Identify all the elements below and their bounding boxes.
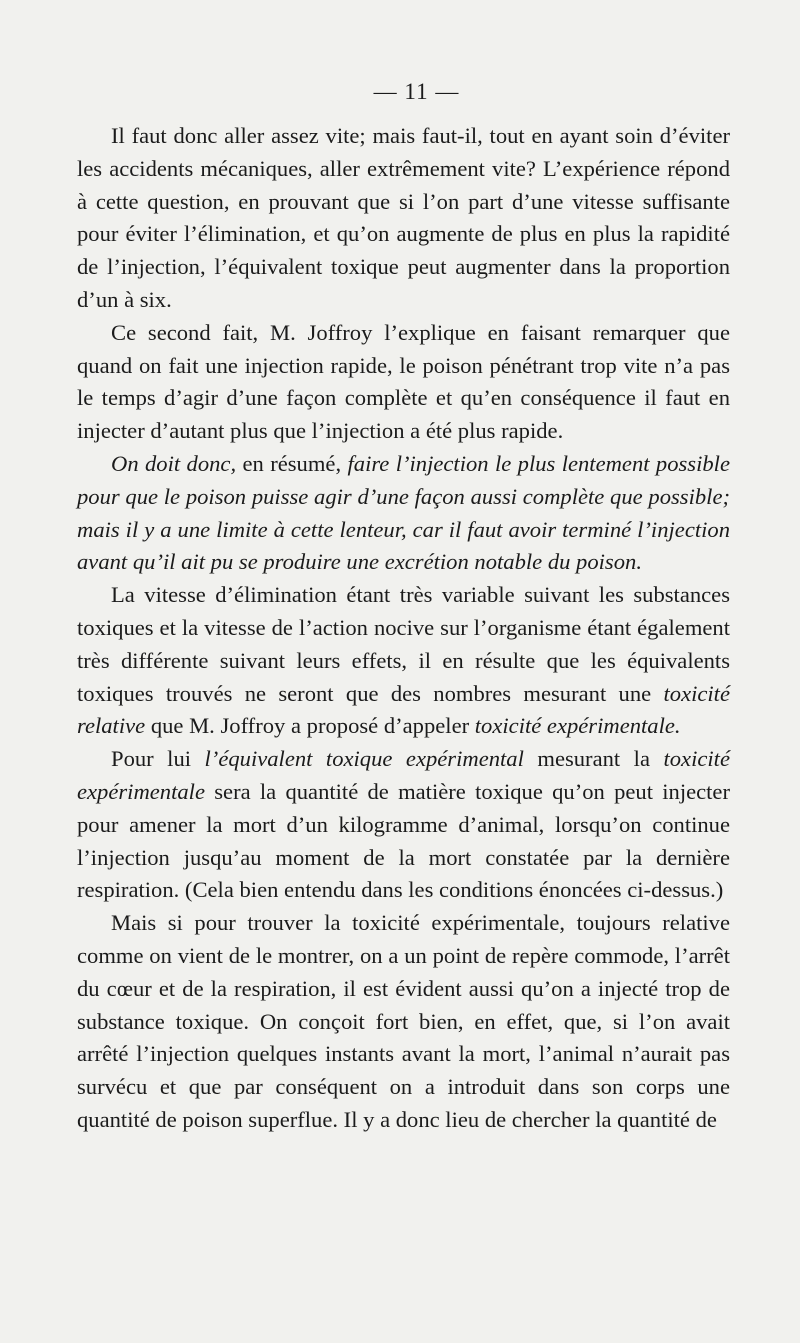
italic-text: On doit donc, (111, 450, 237, 476)
italic-text: faire l’injection le plus lentement possible pour que le poison puisse agir d’une façon aussi complète que possible; mais il y a une limite à cette lenteur, car il faut avoir terminé l’injection avant qu’il ait pu se produire une excrétion notable du poison. (77, 450, 730, 575)
page-number: — 11 — (373, 79, 460, 104)
text-run: Ce second fait, M. Joffroy l’explique en faisant remarquer que quand on fait une injection rapide, le poison pénétrant trop vite n’a pas le temps d’agir d’une façon complète et qu’en conséquence il faut en injecter d’autant plus que l’injection a été plus rapide. (77, 319, 730, 444)
text-run: Mais si pour trouver la toxicité expérimentale, toujours relative comme on vient de le montrer, on a un point de repère commode, l’arrêt du cœur et de la respiration, il est évident aussi qu’on a injecté trop de substance toxique. On conçoit fort bien, en effet, que, si l’on avait arrêté l’injection quelques instants avant la mort, l’animal n’aurait pas survécu et que par conséquent on a introduit dans son corps une quantité de poison superflue. Il y a donc lieu de chercher la quantité de (77, 910, 730, 1132)
text-run: mesurant la (523, 746, 664, 772)
text-run: que M. Joffroy a proposé d’appeler (145, 713, 475, 739)
italic-text: toxicité expérimentale (77, 746, 730, 804)
italic-text: toxicité relative (77, 680, 730, 739)
paragraph (77, 317, 730, 448)
paragraph (77, 907, 730, 1137)
italic-text: l’équivalent toxique expérimental (204, 746, 524, 772)
text-run: Il faut donc aller assez vite; mais faut-il, tout en ayant soin d’éviter les accidents mécaniques, aller extrêmement vite? L’expérience répond à cette question, en prouvant que si l’on part d’une vitesse suffisante pour éviter l’élimination, et qu’on augmente de plus en plus la rapidité de l’injection, l’équivalent toxique peut augmenter dans la proportion d’un à six. (77, 123, 730, 312)
text-run: sera la quantité de matière toxique qu’on peut injecter pour amener la mort d’un kilogramme d’animal, lorsqu’on continue l’injection jusqu’au moment de la mort constatée par la dernière respiration. (Cela bien entendu dans les conditions énoncées ci-dessus.) (77, 778, 730, 903)
paragraph (77, 448, 730, 579)
body-text (77, 120, 730, 1137)
text-run: en résumé, (236, 450, 348, 476)
text-run: La vitesse d’élimination étant très variable suivant les substances toxiques et la vitesse de l’action nocive sur l’organisme étant également très différente suivant leurs effets, il en résulte que les équivalents toxiques trouvés ne seront que des nombres mesurant une (77, 582, 730, 706)
paragraph (77, 579, 730, 743)
paragraph (77, 743, 730, 907)
paragraph (77, 120, 730, 317)
italic-text: toxicité expérimentale. (474, 713, 681, 739)
text-run: Pour lui (111, 746, 205, 772)
